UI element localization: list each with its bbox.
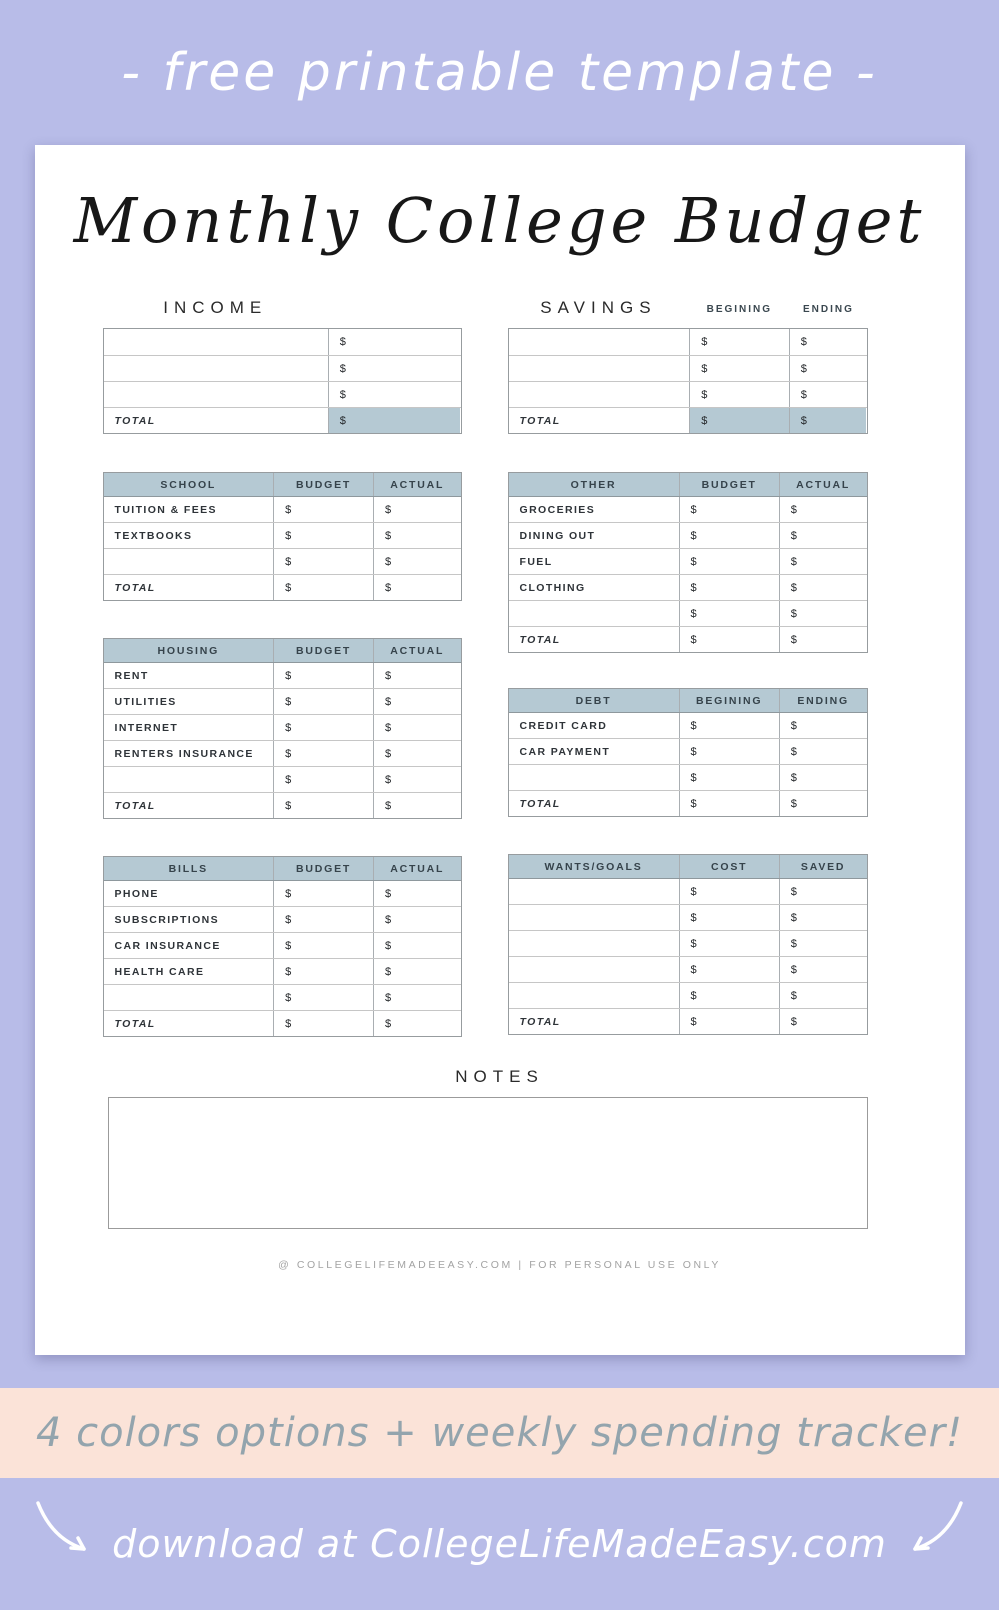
table-row (509, 712, 867, 738)
amount-cell (373, 793, 460, 818)
tables-area (35, 298, 965, 1037)
currency-symbol: $ (690, 607, 697, 620)
amount-cell (779, 549, 867, 574)
amount-cell (679, 931, 779, 956)
table-title: DEBT (575, 694, 612, 707)
total-label: TOTAL (519, 797, 561, 810)
curved-arrow-left-icon (26, 1497, 100, 1559)
amount-cell (779, 627, 867, 652)
amount-cell (779, 523, 867, 548)
currency-symbol: $ (285, 991, 292, 1004)
currency-symbol: $ (690, 581, 697, 594)
other-table (508, 472, 868, 653)
currency-symbol: $ (285, 1017, 292, 1030)
currency-symbol: $ (690, 745, 697, 758)
amount-cell (679, 497, 779, 522)
row-label: HEALTH CARE (114, 965, 205, 978)
currency-symbol: $ (790, 771, 797, 784)
currency-symbol: $ (385, 965, 392, 978)
total-label: TOTAL (519, 633, 561, 646)
currency-symbol: $ (690, 989, 697, 1002)
amount-cell (679, 765, 779, 790)
currency-symbol: $ (385, 939, 392, 952)
printable-sheet (35, 145, 965, 1355)
column-header: ACTUAL (373, 639, 460, 662)
amount-cell (373, 715, 460, 740)
column-header: BUDGET (273, 857, 373, 880)
currency-symbol: $ (690, 1015, 697, 1028)
table-header-row (104, 857, 461, 880)
currency-symbol: $ (285, 669, 292, 682)
row-label: RENTERS INSURANCE (114, 747, 254, 760)
amount-cell (328, 408, 461, 433)
row-label: DINING OUT (519, 529, 596, 542)
amount-cell (273, 985, 373, 1010)
column-header: ACTUAL (373, 473, 460, 496)
amount-cell (779, 905, 867, 930)
column-header: BUDGET (273, 639, 373, 662)
amount-cell (273, 881, 373, 906)
currency-symbol: $ (339, 362, 346, 375)
amount-cell (273, 741, 373, 766)
currency-symbol: $ (790, 937, 797, 950)
amount-cell (779, 1009, 867, 1034)
amount-cell (273, 959, 373, 984)
amount-cell (273, 767, 373, 792)
amount-cell (373, 549, 460, 574)
row-label: CAR PAYMENT (519, 745, 611, 758)
currency-symbol: $ (385, 555, 392, 568)
row-label (104, 356, 328, 381)
table-header-row (509, 473, 867, 496)
currency-symbol: $ (690, 885, 697, 898)
currency-symbol: $ (701, 336, 708, 349)
table-row (104, 906, 461, 932)
amount-cell (373, 985, 460, 1010)
row-label: SUBSCRIPTIONS (114, 913, 220, 926)
currency-symbol: $ (285, 747, 292, 760)
row-label (509, 931, 679, 956)
table-row (104, 984, 461, 1010)
amount-cell (679, 713, 779, 738)
row-label (509, 356, 690, 381)
amount-cell (373, 497, 460, 522)
currency-symbol: $ (701, 388, 708, 401)
currency-symbol: $ (285, 887, 292, 900)
currency-symbol: $ (790, 555, 797, 568)
table-row (509, 878, 867, 904)
currency-symbol: $ (790, 989, 797, 1002)
features-banner (0, 1388, 999, 1478)
amount-cell (273, 907, 373, 932)
currency-symbol: $ (690, 937, 697, 950)
currency-symbol: $ (690, 633, 697, 646)
row-label (104, 767, 274, 792)
amount-cell (679, 791, 779, 816)
currency-symbol: $ (790, 745, 797, 758)
row-label: UTILITIES (114, 695, 177, 708)
amount-cell (273, 549, 373, 574)
currency-symbol: $ (690, 797, 697, 810)
banner-text: - free printable template - (121, 42, 878, 103)
download-banner (0, 1478, 999, 1610)
notes-heading: NOTES (455, 1067, 544, 1087)
currency-symbol: $ (285, 529, 292, 542)
table-title: OTHER (570, 478, 617, 491)
amount-cell (679, 957, 779, 982)
table-title: WANTS/GOALS (544, 860, 643, 873)
page-title: Monthly College Budget (73, 184, 926, 257)
currency-symbol: $ (385, 503, 392, 516)
currency-symbol: $ (690, 911, 697, 924)
currency-symbol: $ (285, 555, 292, 568)
debt-table (508, 688, 868, 817)
row-label: TUITION & FEES (114, 503, 217, 516)
table-row (509, 904, 867, 930)
currency-symbol: $ (790, 607, 797, 620)
currency-symbol: $ (339, 388, 346, 401)
table-header-row (509, 689, 867, 712)
total-row (509, 1008, 867, 1034)
table-header-row (104, 639, 461, 662)
amount-cell (273, 663, 373, 688)
amount-cell (328, 329, 461, 355)
table-row (509, 522, 867, 548)
currency-symbol: $ (701, 362, 708, 375)
amount-cell (779, 739, 867, 764)
table-row (509, 355, 867, 381)
table-row (104, 880, 461, 906)
row-label (509, 382, 690, 407)
currency-symbol: $ (385, 721, 392, 734)
row-label: GROCERIES (519, 503, 596, 516)
currency-symbol: $ (385, 887, 392, 900)
amount-cell (789, 356, 867, 381)
table-row (509, 600, 867, 626)
amount-cell (373, 907, 460, 932)
table-row (104, 662, 461, 688)
currency-symbol: $ (800, 414, 807, 427)
amount-cell (779, 791, 867, 816)
table-row (104, 740, 461, 766)
total-row (104, 792, 461, 818)
currency-symbol: $ (285, 799, 292, 812)
column-header: ENDING (779, 689, 867, 712)
amount-cell (273, 689, 373, 714)
amount-cell (779, 497, 867, 522)
currency-symbol: $ (385, 773, 392, 786)
currency-symbol: $ (385, 695, 392, 708)
currency-symbol: $ (690, 771, 697, 784)
amount-cell (373, 933, 460, 958)
table-row (104, 688, 461, 714)
currency-symbol: $ (385, 799, 392, 812)
row-label: TEXTBOOKS (114, 529, 193, 542)
bills-table (103, 856, 462, 1037)
amount-cell (779, 765, 867, 790)
total-row (104, 1010, 461, 1036)
amount-cell (689, 408, 789, 433)
total-row (509, 407, 867, 433)
table-row (104, 329, 461, 355)
currency-symbol: $ (690, 503, 697, 516)
amount-cell (779, 931, 867, 956)
column-header: BEGINING (679, 689, 779, 712)
amount-cell (679, 905, 779, 930)
total-row (509, 626, 867, 652)
table-title: HOUSING (157, 644, 220, 657)
column-header: SAVED (779, 855, 867, 878)
table-row (509, 982, 867, 1008)
table-row (104, 958, 461, 984)
table-row (104, 381, 461, 407)
row-label: RENT (114, 669, 149, 682)
total-label: TOTAL (114, 1017, 156, 1030)
amount-cell (273, 575, 373, 600)
savings-table (508, 328, 868, 434)
currency-symbol: $ (790, 503, 797, 516)
amount-cell (679, 575, 779, 600)
amount-cell (679, 523, 779, 548)
amount-cell (679, 627, 779, 652)
amount-cell (273, 715, 373, 740)
total-label: TOTAL (114, 581, 156, 594)
row-label: INTERNET (114, 721, 179, 734)
amount-cell (373, 663, 460, 688)
features-text: 4 colors options + weekly spending tracker! (35, 1410, 964, 1456)
currency-symbol: $ (690, 529, 697, 542)
currency-symbol: $ (385, 581, 392, 594)
total-row (104, 574, 461, 600)
savings-begining-label: BEGINING (706, 304, 773, 316)
amount-cell (373, 881, 460, 906)
amount-cell (689, 356, 789, 381)
table-row (104, 522, 461, 548)
amount-cell (373, 959, 460, 984)
row-label: PHONE (114, 887, 159, 900)
amount-cell (779, 957, 867, 982)
currency-symbol: $ (339, 336, 346, 349)
currency-symbol: $ (800, 362, 807, 375)
total-row (104, 407, 461, 433)
row-label (104, 329, 328, 355)
amount-cell (789, 329, 867, 355)
table-row (509, 738, 867, 764)
currency-symbol: $ (285, 913, 292, 926)
currency-symbol: $ (800, 388, 807, 401)
currency-symbol: $ (385, 1017, 392, 1030)
table-row (104, 766, 461, 792)
column-header: ACTUAL (373, 857, 460, 880)
currency-symbol: $ (285, 939, 292, 952)
currency-symbol: $ (385, 991, 392, 1004)
table-title: SCHOOL (160, 478, 217, 491)
row-label: FUEL (519, 555, 553, 568)
total-label: TOTAL (114, 414, 156, 427)
amount-cell (779, 601, 867, 626)
currency-symbol: $ (385, 913, 392, 926)
right-column (508, 298, 868, 1037)
amount-cell (373, 523, 460, 548)
column-header: ACTUAL (779, 473, 867, 496)
row-label (104, 985, 274, 1010)
currency-symbol: $ (385, 669, 392, 682)
currency-symbol: $ (790, 1015, 797, 1028)
row-label (104, 382, 328, 407)
currency-symbol: $ (790, 719, 797, 732)
table-row (104, 548, 461, 574)
currency-symbol: $ (800, 336, 807, 349)
column-header: BUDGET (273, 473, 373, 496)
currency-symbol: $ (790, 963, 797, 976)
table-row (104, 496, 461, 522)
row-label (509, 601, 679, 626)
row-label: CREDIT CARD (519, 719, 608, 732)
row-label: CLOTHING (519, 581, 586, 594)
amount-cell (679, 1009, 779, 1034)
table-row (509, 381, 867, 407)
download-text: download at CollegeLifeMadeEasy.com (112, 1522, 887, 1566)
amount-cell (373, 767, 460, 792)
table-row (509, 329, 867, 355)
row-label (104, 549, 274, 574)
table-header-row (509, 855, 867, 878)
amount-cell (373, 689, 460, 714)
currency-symbol: $ (690, 963, 697, 976)
top-banner (0, 0, 999, 145)
income-heading: INCOME (163, 298, 268, 318)
savings-heading-row (508, 298, 868, 318)
amount-cell (273, 793, 373, 818)
amount-cell (789, 408, 867, 433)
column-header: COST (679, 855, 779, 878)
amount-cell (789, 382, 867, 407)
currency-symbol: $ (790, 633, 797, 646)
currency-symbol: $ (339, 414, 346, 427)
housing-table (103, 638, 462, 819)
row-label (509, 329, 690, 355)
currency-symbol: $ (701, 414, 708, 427)
currency-symbol: $ (690, 555, 697, 568)
currency-symbol: $ (790, 529, 797, 542)
amount-cell (679, 879, 779, 904)
table-row (509, 496, 867, 522)
table-row (509, 956, 867, 982)
row-label (509, 983, 679, 1008)
amount-cell (373, 741, 460, 766)
currency-symbol: $ (790, 885, 797, 898)
table-title: BILLS (168, 862, 208, 875)
table-row (104, 355, 461, 381)
table-header-row (104, 473, 461, 496)
amount-cell (779, 983, 867, 1008)
sheet-footer: @ COLLEGELIFEMADEEASY.COM | FOR PERSONAL USE ONLY (278, 1259, 721, 1272)
amount-cell (679, 983, 779, 1008)
amount-cell (328, 356, 461, 381)
income-table (103, 328, 462, 434)
savings-ending-label: ENDING (802, 304, 854, 316)
table-row (509, 574, 867, 600)
amount-cell (273, 523, 373, 548)
amount-cell (689, 329, 789, 355)
currency-symbol: $ (285, 581, 292, 594)
total-row (509, 790, 867, 816)
currency-symbol: $ (285, 503, 292, 516)
amount-cell (779, 879, 867, 904)
amount-cell (373, 575, 460, 600)
row-label (509, 879, 679, 904)
amount-cell (779, 575, 867, 600)
currency-symbol: $ (385, 529, 392, 542)
amount-cell (373, 1011, 460, 1036)
currency-symbol: $ (285, 773, 292, 786)
currency-symbol: $ (790, 581, 797, 594)
amount-cell (273, 933, 373, 958)
currency-symbol: $ (285, 695, 292, 708)
amount-cell (273, 1011, 373, 1036)
table-row (509, 548, 867, 574)
wants-goals-table (508, 854, 868, 1035)
currency-symbol: $ (790, 797, 797, 810)
row-label (509, 957, 679, 982)
currency-symbol: $ (285, 721, 292, 734)
amount-cell (273, 497, 373, 522)
amount-cell (328, 382, 461, 407)
amount-cell (779, 713, 867, 738)
curved-arrow-right-icon (899, 1497, 973, 1559)
row-label: CAR INSURANCE (114, 939, 221, 952)
notes-box (108, 1097, 868, 1229)
school-table (103, 472, 462, 601)
notes-section (35, 1067, 965, 1229)
total-label: TOTAL (519, 414, 561, 427)
currency-symbol: $ (285, 965, 292, 978)
left-column (103, 298, 462, 1037)
table-row (509, 764, 867, 790)
amount-cell (679, 601, 779, 626)
amount-cell (689, 382, 789, 407)
table-row (104, 714, 461, 740)
savings-heading: SAVINGS (540, 298, 657, 318)
table-row (104, 932, 461, 958)
column-header: BUDGET (679, 473, 779, 496)
amount-cell (679, 739, 779, 764)
currency-symbol: $ (690, 719, 697, 732)
table-row (509, 930, 867, 956)
currency-symbol: $ (790, 911, 797, 924)
row-label (509, 765, 679, 790)
currency-symbol: $ (385, 747, 392, 760)
amount-cell (679, 549, 779, 574)
total-label: TOTAL (114, 799, 156, 812)
total-label: TOTAL (519, 1015, 561, 1028)
row-label (509, 905, 679, 930)
